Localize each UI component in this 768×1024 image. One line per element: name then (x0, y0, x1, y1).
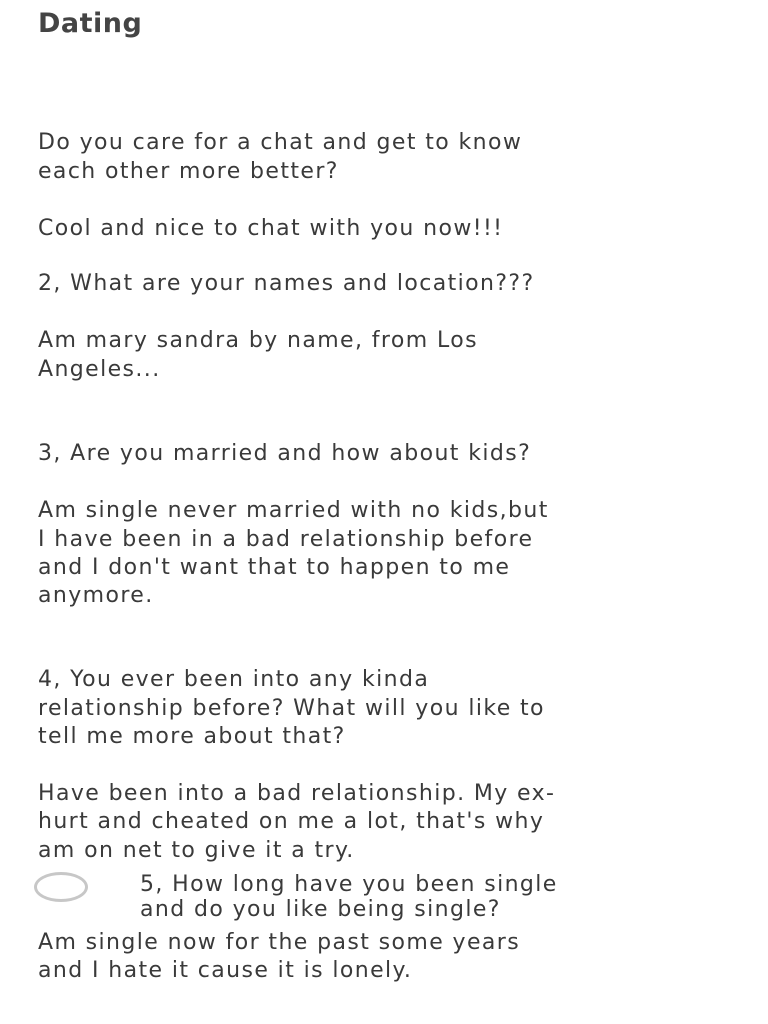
answer-text: Am mary sandra by name, from Los Angeles... (38, 328, 478, 382)
qa-block-2 (38, 242, 738, 412)
answer-text: Have been into a bad relationship. My ex- hurt and cheated on me a lot, that's why am on net to give it a try. (38, 781, 556, 863)
qa-block-4 (38, 638, 738, 894)
question-text: 4, You ever been into any kinda relationship before? What will you like to tell me more about that? (38, 667, 545, 750)
answer-text: Cool and nice to chat with you now!!! (38, 215, 504, 241)
qa-block-3 (38, 412, 738, 639)
question-text: 5, How long have you been single and do you like being single? (140, 872, 558, 922)
answer-text: Am single never married with no kids,but I have been in a bad relationship before and I don't want that to happen to me anymore. (38, 498, 549, 609)
radio-unchecked-icon[interactable] (34, 872, 88, 902)
question-text: 3, Are you married and how about kids? (38, 441, 532, 467)
page-title: Dating (38, 8, 143, 39)
answer-text: Am single now for the past some years and I hate it cause it is lonely. (38, 930, 521, 984)
question-text: Do you care for a chat and get to know each other more better? (38, 130, 523, 184)
question-text: 2, What are your names and location??? (38, 271, 535, 297)
